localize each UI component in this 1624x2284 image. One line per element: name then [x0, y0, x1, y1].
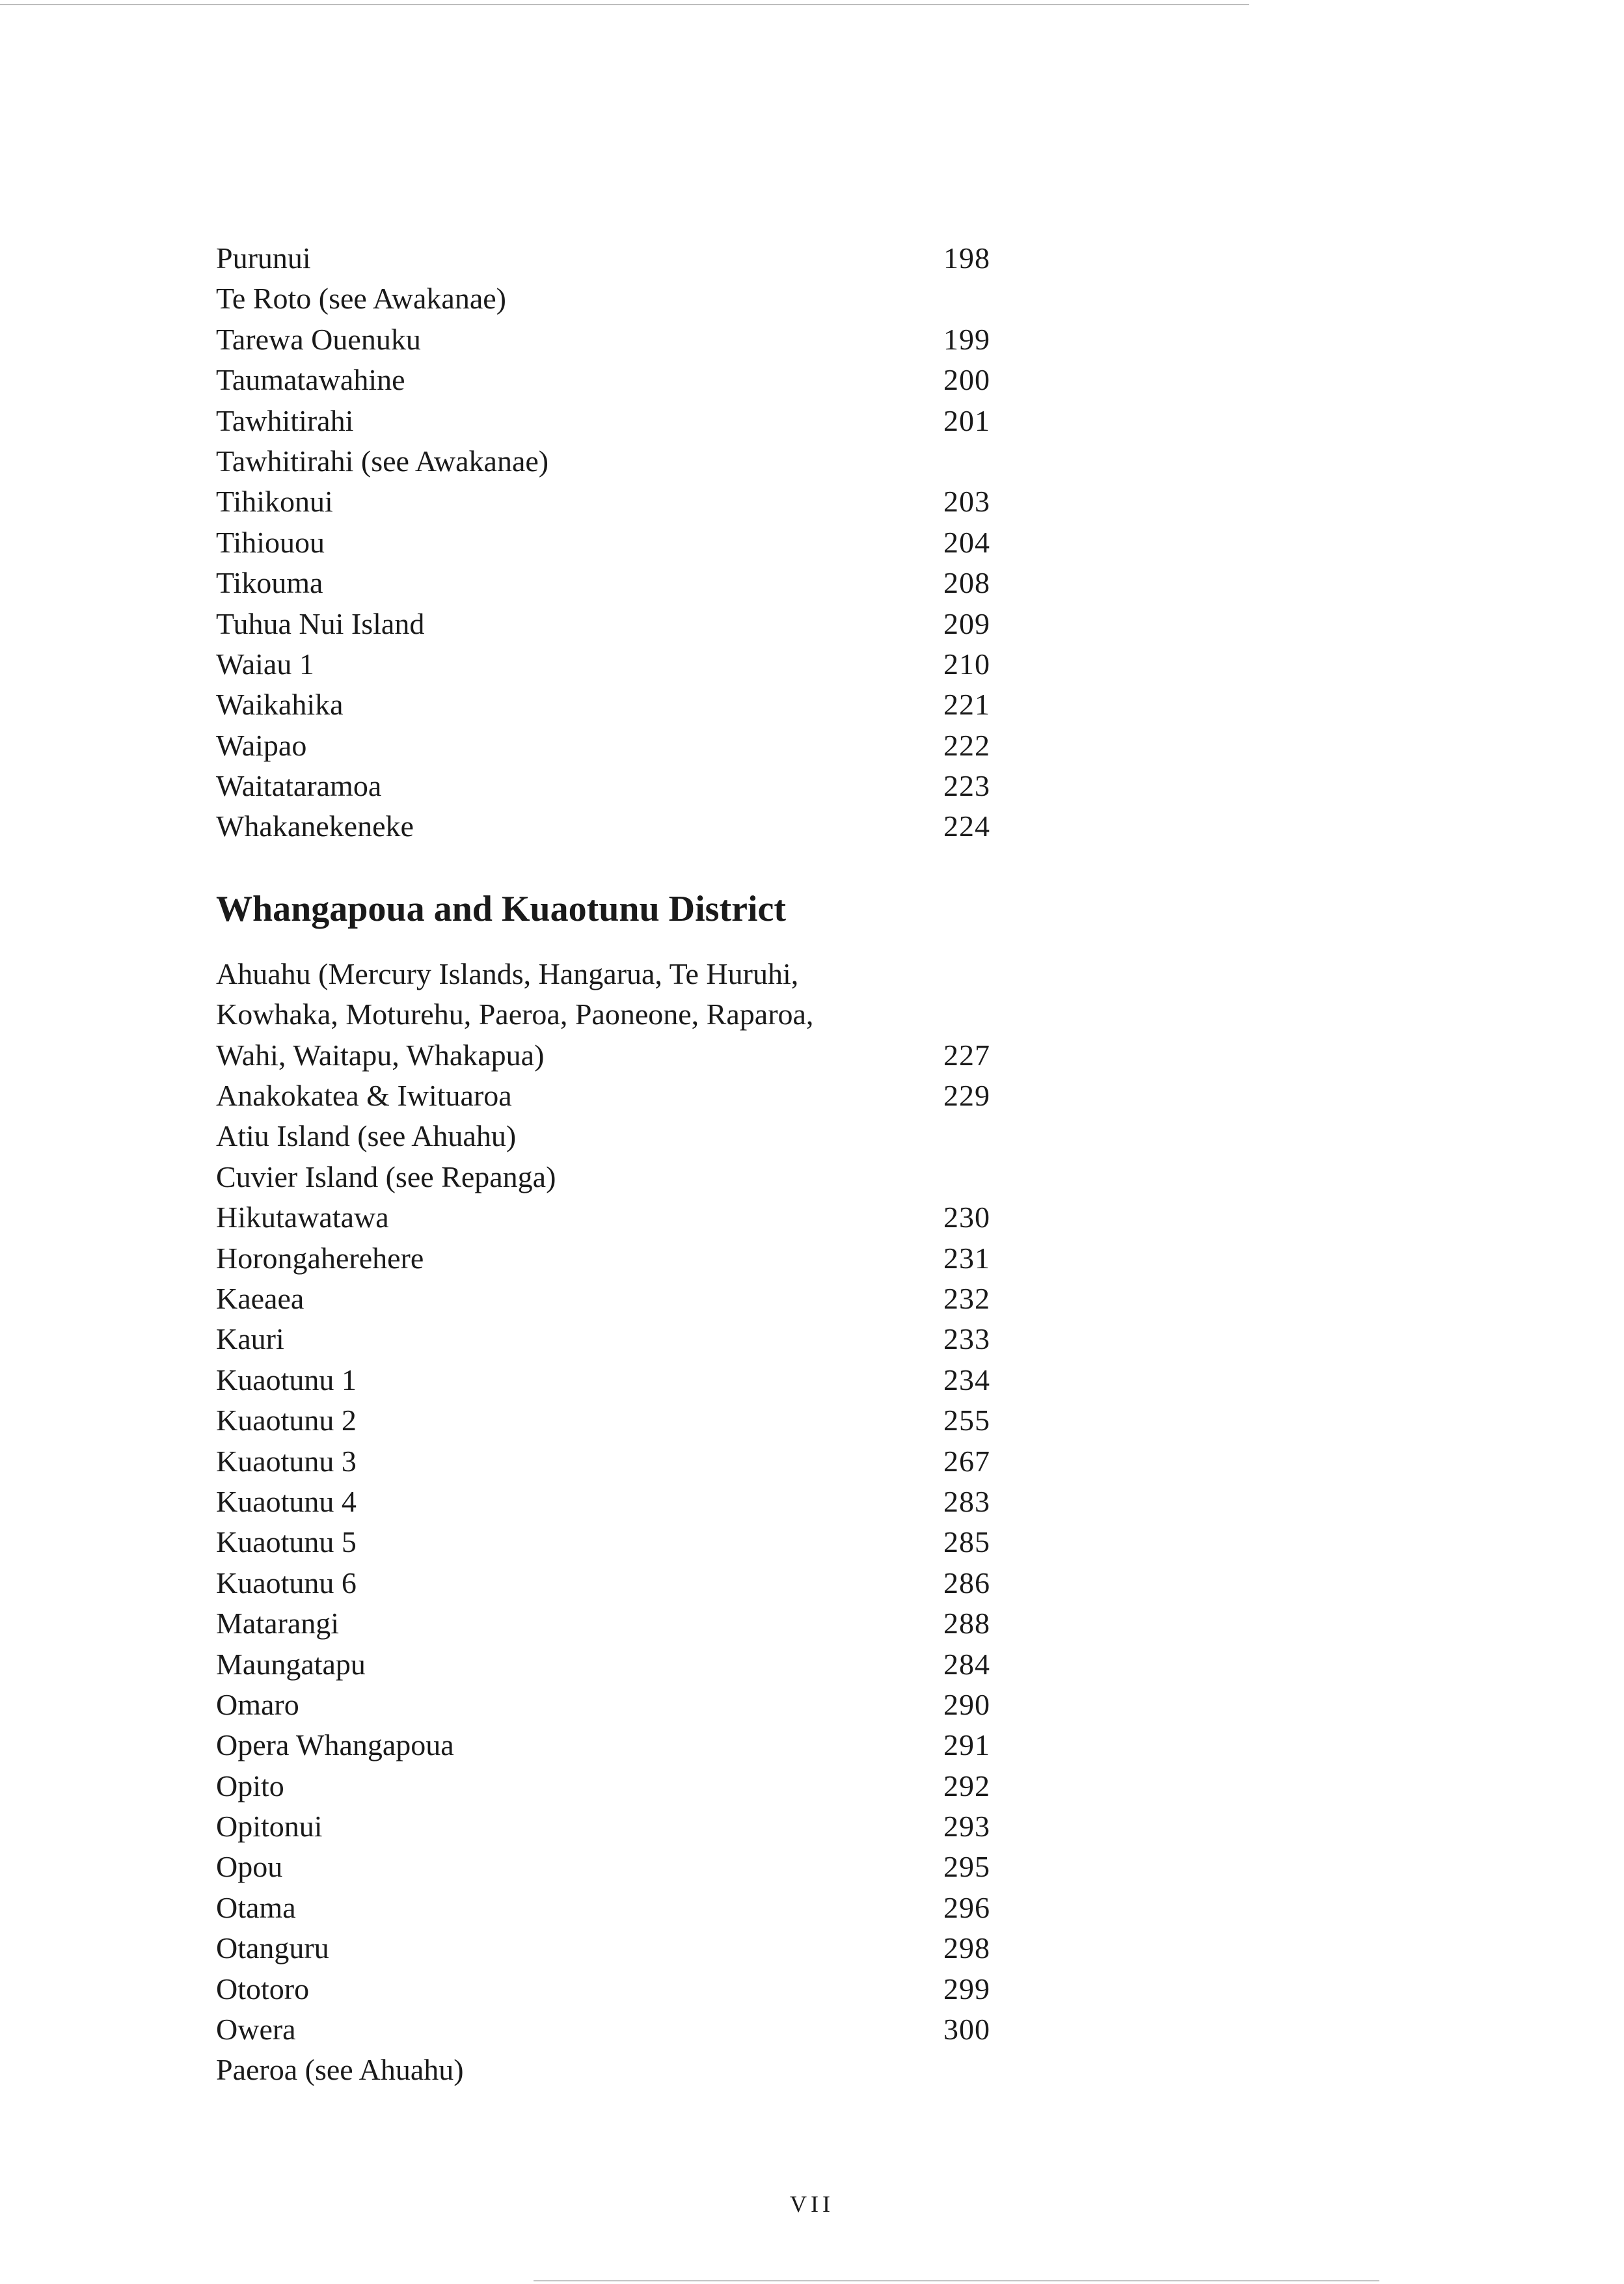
- scan-edge-line-bottom: [534, 2280, 1379, 2281]
- contents-entry: [216, 1116, 990, 1156]
- entry-title: Tihikonui: [216, 485, 333, 519]
- entry-page-number: 199: [943, 322, 990, 356]
- entry-title: Te Roto (see Awakanae): [216, 282, 506, 316]
- contents-entry: [216, 563, 990, 603]
- contents-entry: [216, 1157, 990, 1197]
- entry-page-number: 208: [943, 566, 990, 600]
- entry-title: Waikahika: [216, 688, 344, 722]
- contents-entry: [216, 954, 990, 994]
- entry-title: Wahi, Waitapu, Whakapua): [216, 1038, 545, 1072]
- entry-title: Tikouma: [216, 566, 323, 600]
- entry-title: Opera Whangapoua: [216, 1728, 454, 1762]
- contents-entry: [216, 279, 990, 319]
- contents-entry: [216, 1319, 990, 1359]
- contents-entry: [216, 1725, 990, 1765]
- entry-page-number: 255: [943, 1404, 990, 1437]
- entry-title: Opito: [216, 1769, 284, 1802]
- entry-page-number: 223: [943, 769, 990, 803]
- entry-page-number: 200: [943, 363, 990, 397]
- contents-entry: [216, 1400, 990, 1441]
- entry-title: Hikutawatawa: [216, 1201, 389, 1234]
- scan-edge-line: [0, 4, 1249, 5]
- entry-page-number: 231: [943, 1241, 990, 1275]
- contents-entry: [216, 1441, 990, 1482]
- entry-title: Otama: [216, 1890, 296, 1924]
- entry-page-number: 291: [943, 1728, 990, 1762]
- entry-title: Atiu Island (see Ahuahu): [216, 1119, 517, 1153]
- contents-entry: [216, 2050, 990, 2090]
- contents-entry: [216, 1076, 990, 1116]
- entry-page-number: 298: [943, 1931, 990, 1965]
- contents-entry: [216, 1482, 990, 1522]
- contents-entry: [216, 806, 990, 847]
- contents-entry: [216, 401, 990, 441]
- contents-column: [216, 238, 990, 2091]
- entry-title: Kauri: [216, 1322, 284, 1356]
- entry-page-number: 293: [943, 1810, 990, 1843]
- contents-entry: [216, 604, 990, 644]
- contents-entry: [216, 685, 990, 725]
- contents-entry: [216, 360, 990, 400]
- contents-list-section: [216, 954, 990, 2091]
- entry-title: Purunui: [216, 241, 311, 275]
- entry-title: Kuaotunu 3: [216, 1444, 357, 1478]
- entry-title: Opou: [216, 1850, 283, 1884]
- entry-page-number: 292: [943, 1769, 990, 1802]
- entry-title: Waitataramoa: [216, 769, 382, 803]
- entry-title: Waiau 1: [216, 647, 314, 681]
- entry-page-number: 203: [943, 485, 990, 519]
- entry-title: Horongaherehere: [216, 1241, 424, 1275]
- contents-entry: [216, 1928, 990, 1968]
- contents-entry: [216, 441, 990, 482]
- contents-entry: [216, 1563, 990, 1603]
- page-number: VII: [790, 2191, 834, 2217]
- contents-entry: [216, 726, 990, 766]
- entry-page-number: 221: [943, 688, 990, 722]
- entry-title: Kuaotunu 1: [216, 1363, 357, 1396]
- entry-page-number: 204: [943, 525, 990, 559]
- entry-title: Kuaotunu 4: [216, 1484, 357, 1518]
- entry-title: Matarangi: [216, 1607, 340, 1640]
- entry-page-number: 222: [943, 728, 990, 762]
- contents-entry: [216, 1644, 990, 1685]
- contents-entry: [216, 1969, 990, 2009]
- contents-entry: [216, 319, 990, 360]
- entry-title: Tuhua Nui Island: [216, 606, 425, 640]
- entry-title: Otanguru: [216, 1931, 329, 1965]
- entry-title: Paeroa (see Ahuahu): [216, 2053, 464, 2087]
- entry-page-number: 295: [943, 1850, 990, 1884]
- entry-title: Kuaotunu 6: [216, 1566, 357, 1599]
- entry-page-number: 234: [943, 1363, 990, 1396]
- entry-title: Whakanekeneke: [216, 809, 414, 843]
- entry-title: Kuaotunu 5: [216, 1525, 357, 1559]
- contents-entry: [216, 1603, 990, 1644]
- entry-title: Anakokatea & Iwituaroa: [216, 1079, 512, 1113]
- contents-entry: [216, 1522, 990, 1562]
- entry-page-number: 233: [943, 1322, 990, 1356]
- contents-entry: [216, 1806, 990, 1847]
- contents-entry: [216, 1766, 990, 1806]
- entry-title: Waipao: [216, 728, 307, 762]
- entry-page-number: 283: [943, 1484, 990, 1518]
- contents-entry: [216, 994, 990, 1035]
- entry-page-number: 285: [943, 1525, 990, 1559]
- contents-entry: [216, 482, 990, 522]
- entry-title: Ototoro: [216, 1972, 310, 2005]
- entry-page-number: 198: [943, 241, 990, 275]
- contents-entry: [216, 523, 990, 563]
- entry-page-number: 201: [943, 403, 990, 437]
- entry-title: Ahuahu (Mercury Islands, Hangarua, Te Huruhi,: [216, 957, 799, 990]
- section-heading: Whangapoua and Kuaotunu District: [216, 888, 787, 929]
- entry-page-number: 230: [943, 1201, 990, 1234]
- entry-page-number: 209: [943, 606, 990, 640]
- entry-title: Taumatawahine: [216, 363, 405, 397]
- contents-entry: [216, 1279, 990, 1319]
- entry-page-number: 296: [943, 1890, 990, 1924]
- entry-title: Tawhitirahi (see Awakanae): [216, 444, 549, 478]
- entry-title: Tarewa Ouenuku: [216, 322, 421, 356]
- entry-page-number: 288: [943, 1607, 990, 1640]
- contents-entry: [216, 766, 990, 806]
- entry-page-number: 224: [943, 809, 990, 843]
- entry-title: Kaeaea: [216, 1281, 304, 1315]
- entry-title: Omaro: [216, 1687, 299, 1721]
- entry-title: Maungatapu: [216, 1647, 366, 1681]
- entry-title: Opitonui: [216, 1810, 323, 1843]
- contents-entry: [216, 1238, 990, 1279]
- contents-entry: [216, 2009, 990, 2050]
- entry-title: Kuaotunu 2: [216, 1404, 357, 1437]
- contents-entry: [216, 1035, 990, 1076]
- entry-page-number: 227: [943, 1038, 990, 1072]
- contents-entry: [216, 1360, 990, 1400]
- entry-page-number: 300: [943, 2013, 990, 2046]
- contents-entry: [216, 644, 990, 685]
- entry-title: Cuvier Island (see Repanga): [216, 1160, 556, 1193]
- entry-title: Tawhitirahi: [216, 403, 354, 437]
- contents-entry: [216, 1197, 990, 1238]
- contents-entry: [216, 1888, 990, 1928]
- contents-list-top: [216, 238, 990, 847]
- contents-entry: [216, 1685, 990, 1725]
- entry-page-number: 284: [943, 1647, 990, 1681]
- contents-entry: [216, 238, 990, 279]
- entry-page-number: 210: [943, 647, 990, 681]
- contents-entry: [216, 1847, 990, 1887]
- entry-page-number: 229: [943, 1079, 990, 1113]
- entry-title: Tihiouou: [216, 525, 325, 559]
- entry-title: Kowhaka, Moturehu, Paeroa, Paoneone, Raparoa,: [216, 998, 814, 1031]
- entry-page-number: 286: [943, 1566, 990, 1599]
- entry-page-number: 267: [943, 1444, 990, 1478]
- entry-title: Owera: [216, 2013, 296, 2046]
- entry-page-number: 290: [943, 1687, 990, 1721]
- entry-page-number: 232: [943, 1281, 990, 1315]
- entry-page-number: 299: [943, 1972, 990, 2005]
